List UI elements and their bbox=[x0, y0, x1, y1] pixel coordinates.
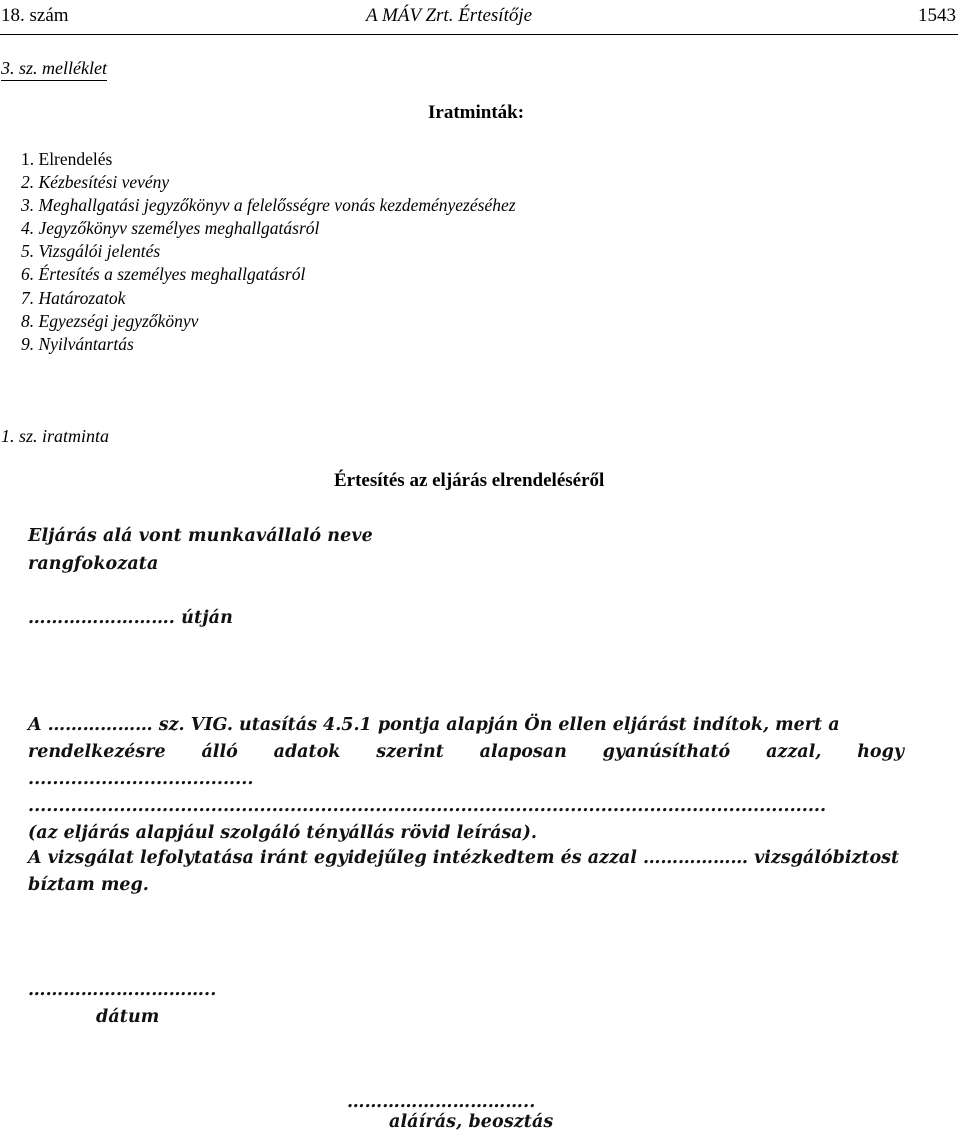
investigation-line: A vizsgálat lefolytatása iránt egyidejűleg intézkedtem és azzal ……………… vizsgálóbiztost bbox=[28, 848, 900, 868]
list-item: 2. Kézbesítési vevény bbox=[21, 172, 170, 193]
issue-number: 18. szám bbox=[1, 5, 69, 26]
signature-placeholder: ………………………….. bbox=[347, 1092, 536, 1112]
annex-label: 3. sz. melléklet bbox=[1, 58, 107, 81]
list-item: 7. Határozatok bbox=[21, 287, 126, 308]
notice-line: A ……………… sz. VIG. utasítás 4.5.1 pontja alapján Ön ellen eljárást indítok, mert a bbox=[28, 715, 840, 735]
list-item: 1. Elrendelés bbox=[21, 149, 113, 169]
signature-label: aláírás, beosztás bbox=[389, 1112, 554, 1132]
publication-title: A MÁV Zrt. Értesítője bbox=[366, 5, 533, 26]
date-placeholder: ………………………….. bbox=[28, 980, 217, 1000]
notice-line: ................................................................................................................................... bbox=[28, 796, 827, 816]
template-title: Értesítés az eljárás elrendeléséről bbox=[334, 470, 605, 491]
notice-paragraph bbox=[28, 712, 904, 847]
list-item: 6. Értesítés a személyes meghallgatásról bbox=[21, 264, 306, 285]
template-label: 1. sz. iratminta bbox=[1, 426, 110, 446]
list-item: 3. Meghallgatási jegyzőkönyv a felelősségre vonás kezdeményezéséhez bbox=[21, 195, 516, 216]
forms-title: Iratminták: bbox=[428, 102, 525, 123]
list-item: 5. Vizsgálói jelentés bbox=[21, 241, 161, 262]
recipient-name-line: Eljárás alá vont munkavállaló neve bbox=[28, 526, 373, 546]
investigation-paragraph bbox=[28, 845, 904, 899]
notice-line: rendelkezésre álló adatok szerint alaposan gyanúsítható azzal, hogy ..................................... bbox=[28, 742, 904, 789]
page-number: 1543 bbox=[918, 5, 956, 26]
list-item: 8. Egyezségi jegyzőkönyv bbox=[21, 310, 199, 331]
list-item: 9. Nyilvántartás bbox=[21, 333, 134, 354]
form-list bbox=[21, 148, 516, 356]
notice-line: (az eljárás alapjául szolgáló tényállás rövid leírása). bbox=[28, 823, 538, 843]
delivery-method-line: ……………………. útján bbox=[28, 608, 233, 628]
header-divider bbox=[0, 34, 958, 35]
recipient-rank-line: rangfokozata bbox=[28, 554, 159, 574]
list-item: 4. Jegyzőkönyv személyes meghallgatásról bbox=[21, 218, 320, 239]
investigation-line: bíztam meg. bbox=[28, 875, 149, 895]
date-label: dátum bbox=[96, 1007, 160, 1027]
